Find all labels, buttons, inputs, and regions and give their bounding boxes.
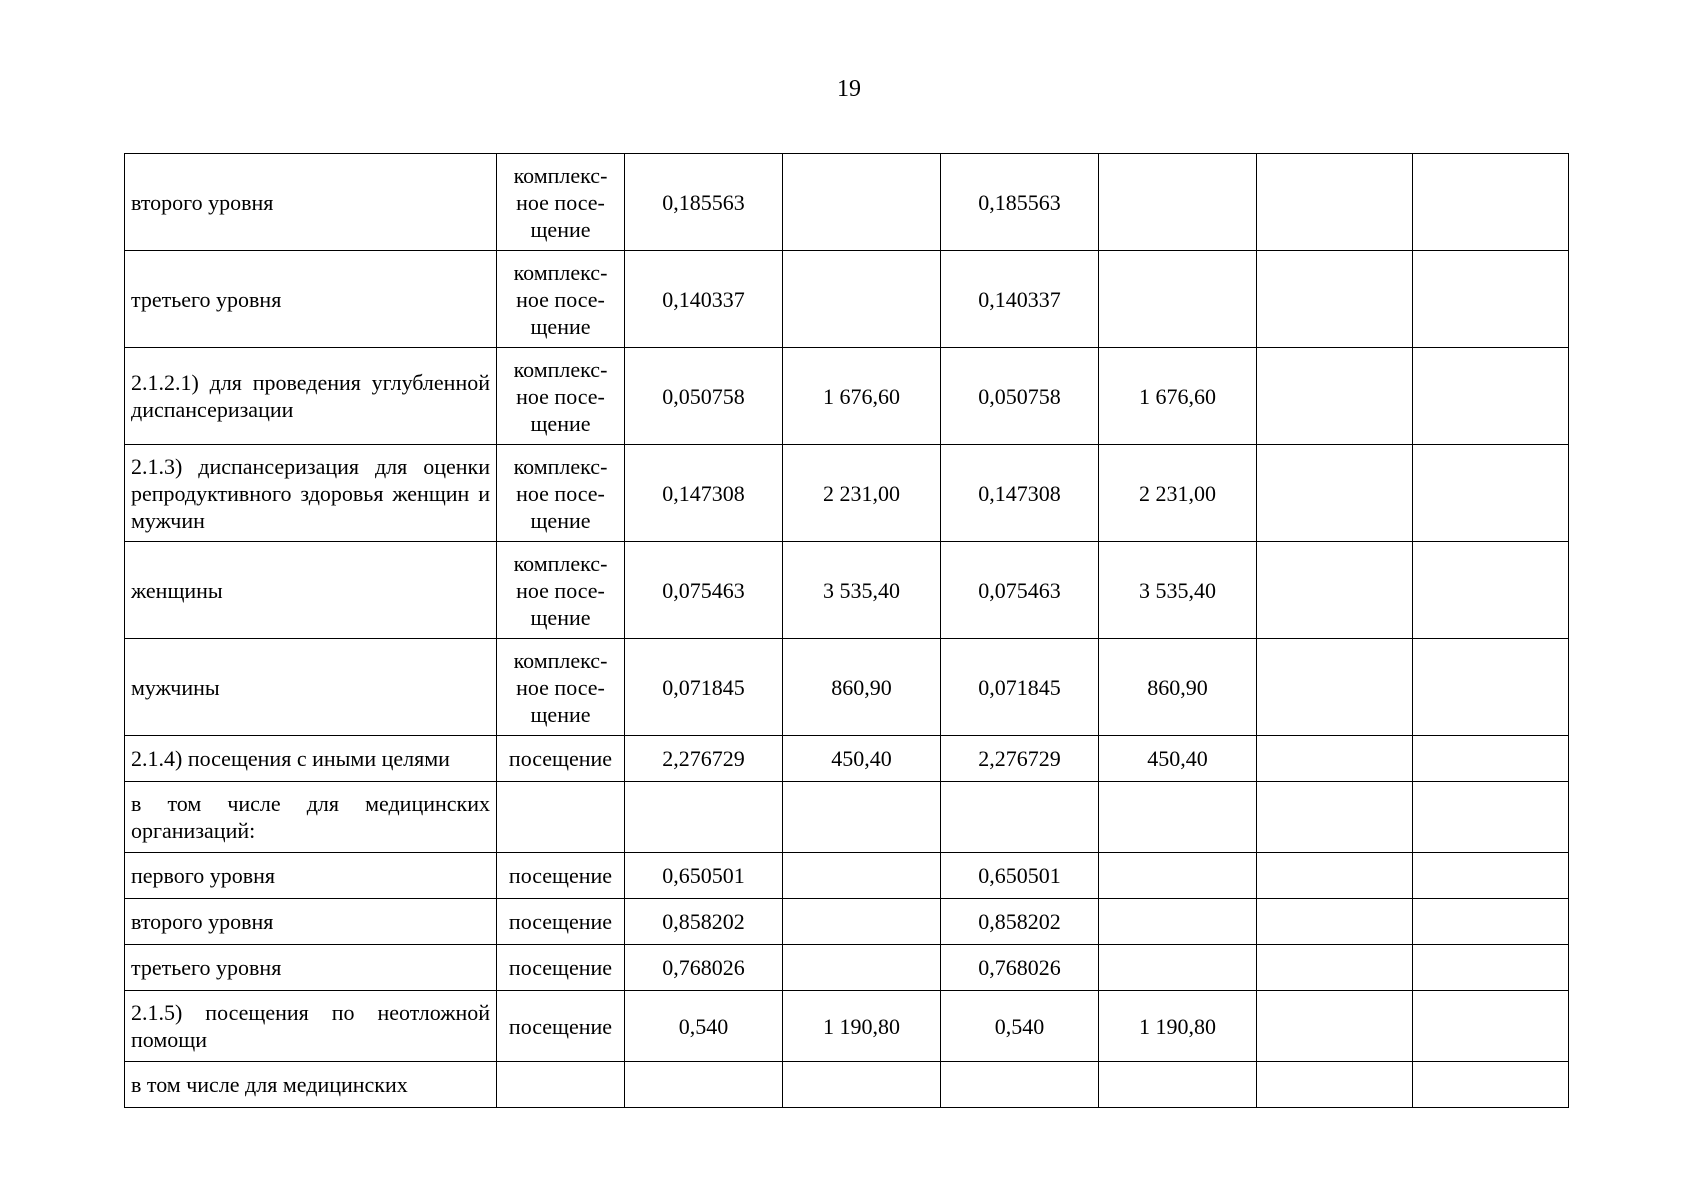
value-cell-v4: 1 676,60 xyxy=(1099,348,1257,445)
value-cell-v1: 0,185563 xyxy=(625,154,783,251)
value-cell-v2: 450,40 xyxy=(783,736,941,782)
value-cell-v2: 1 676,60 xyxy=(783,348,941,445)
value-cell-v2 xyxy=(783,945,941,991)
row-name-cell: женщины xyxy=(125,542,497,639)
value-cell-v2 xyxy=(783,853,941,899)
row-name-cell: третьего уровня xyxy=(125,945,497,991)
value-cell-v3: 0,185563 xyxy=(941,154,1099,251)
value-cell-v6 xyxy=(1413,348,1569,445)
value-cell-v4: 3 535,40 xyxy=(1099,542,1257,639)
value-cell-v1: 0,075463 xyxy=(625,542,783,639)
value-cell-v5 xyxy=(1257,899,1413,945)
unit-cell: комплекс- ное посе- щение xyxy=(497,251,625,348)
value-cell-v1: 0,540 xyxy=(625,991,783,1062)
value-cell-v3 xyxy=(941,1062,1099,1108)
value-cell-v5 xyxy=(1257,782,1413,853)
table-row xyxy=(125,853,1569,899)
value-cell-v4 xyxy=(1099,782,1257,853)
table-row xyxy=(125,445,1569,542)
value-cell-v5 xyxy=(1257,154,1413,251)
unit-cell: комплекс- ное посе- щение xyxy=(497,639,625,736)
row-name-cell: 2.1.2.1) для проведения углубленной диспансеризации xyxy=(125,348,497,445)
unit-cell: посещение xyxy=(497,853,625,899)
value-cell-v1 xyxy=(625,1062,783,1108)
value-cell-v1: 0,858202 xyxy=(625,899,783,945)
value-cell-v2 xyxy=(783,1062,941,1108)
table-row xyxy=(125,154,1569,251)
value-cell-v2 xyxy=(783,899,941,945)
row-name-cell: 2.1.4) посещения с иными целями xyxy=(125,736,497,782)
value-cell-v6 xyxy=(1413,1062,1569,1108)
value-cell-v3: 0,050758 xyxy=(941,348,1099,445)
value-cell-v4 xyxy=(1099,251,1257,348)
value-cell-v5 xyxy=(1257,639,1413,736)
value-cell-v1: 0,768026 xyxy=(625,945,783,991)
value-cell-v6 xyxy=(1413,782,1569,853)
value-cell-v3: 0,075463 xyxy=(941,542,1099,639)
value-cell-v2 xyxy=(783,154,941,251)
value-cell-v4: 2 231,00 xyxy=(1099,445,1257,542)
value-cell-v6 xyxy=(1413,542,1569,639)
value-cell-v4 xyxy=(1099,154,1257,251)
value-cell-v1: 0,140337 xyxy=(625,251,783,348)
table-row xyxy=(125,945,1569,991)
unit-cell xyxy=(497,1062,625,1108)
value-cell-v4: 450,40 xyxy=(1099,736,1257,782)
unit-cell: комплекс- ное посе- щение xyxy=(497,445,625,542)
value-cell-v4: 860,90 xyxy=(1099,639,1257,736)
value-cell-v4 xyxy=(1099,853,1257,899)
value-cell-v1: 0,071845 xyxy=(625,639,783,736)
unit-cell: посещение xyxy=(497,899,625,945)
page-number: 19 xyxy=(837,76,861,102)
value-cell-v1: 0,650501 xyxy=(625,853,783,899)
value-cell-v3: 0,540 xyxy=(941,991,1099,1062)
unit-cell: посещение xyxy=(497,736,625,782)
row-name-cell: третьего уровня xyxy=(125,251,497,348)
table-body xyxy=(125,154,1569,1108)
value-cell-v1: 2,276729 xyxy=(625,736,783,782)
value-cell-v3: 0,147308 xyxy=(941,445,1099,542)
unit-cell xyxy=(497,782,625,853)
norms-table xyxy=(124,153,1569,1108)
unit-cell: комплекс- ное посе- щение xyxy=(497,348,625,445)
value-cell-v6 xyxy=(1413,991,1569,1062)
value-cell-v2 xyxy=(783,782,941,853)
value-cell-v4 xyxy=(1099,899,1257,945)
value-cell-v6 xyxy=(1413,736,1569,782)
value-cell-v3: 0,650501 xyxy=(941,853,1099,899)
table-row xyxy=(125,899,1569,945)
table-row xyxy=(125,736,1569,782)
value-cell-v6 xyxy=(1413,445,1569,542)
value-cell-v5 xyxy=(1257,853,1413,899)
value-cell-v2: 860,90 xyxy=(783,639,941,736)
table-row xyxy=(125,251,1569,348)
value-cell-v1: 0,050758 xyxy=(625,348,783,445)
value-cell-v4 xyxy=(1099,945,1257,991)
value-cell-v5 xyxy=(1257,736,1413,782)
row-name-cell: в том числе для медицинских организаций: xyxy=(125,782,497,853)
value-cell-v2: 1 190,80 xyxy=(783,991,941,1062)
value-cell-v3: 0,071845 xyxy=(941,639,1099,736)
table-row xyxy=(125,542,1569,639)
table-row xyxy=(125,782,1569,853)
row-name-cell: второго уровня xyxy=(125,154,497,251)
value-cell-v1 xyxy=(625,782,783,853)
value-cell-v6 xyxy=(1413,639,1569,736)
value-cell-v3 xyxy=(941,782,1099,853)
value-cell-v5 xyxy=(1257,945,1413,991)
unit-cell: посещение xyxy=(497,945,625,991)
value-cell-v3: 2,276729 xyxy=(941,736,1099,782)
value-cell-v4: 1 190,80 xyxy=(1099,991,1257,1062)
unit-cell: посещение xyxy=(497,991,625,1062)
table-row xyxy=(125,639,1569,736)
value-cell-v5 xyxy=(1257,1062,1413,1108)
value-cell-v5 xyxy=(1257,251,1413,348)
value-cell-v5 xyxy=(1257,542,1413,639)
value-cell-v2 xyxy=(783,251,941,348)
value-cell-v6 xyxy=(1413,853,1569,899)
value-cell-v3: 0,768026 xyxy=(941,945,1099,991)
unit-cell: комплекс- ное посе- щение xyxy=(497,154,625,251)
unit-cell: комплекс- ное посе- щение xyxy=(497,542,625,639)
value-cell-v2: 3 535,40 xyxy=(783,542,941,639)
table-row xyxy=(125,991,1569,1062)
value-cell-v1: 0,147308 xyxy=(625,445,783,542)
row-name-cell: 2.1.5) посещения по неотложной помощи xyxy=(125,991,497,1062)
row-name-cell: второго уровня xyxy=(125,899,497,945)
value-cell-v4 xyxy=(1099,1062,1257,1108)
row-name-cell: в том числе для медицинских xyxy=(125,1062,497,1108)
value-cell-v6 xyxy=(1413,251,1569,348)
row-name-cell: первого уровня xyxy=(125,853,497,899)
table-row xyxy=(125,348,1569,445)
table-row xyxy=(125,1062,1569,1108)
value-cell-v5 xyxy=(1257,348,1413,445)
value-cell-v5 xyxy=(1257,991,1413,1062)
row-name-cell: мужчины xyxy=(125,639,497,736)
value-cell-v3: 0,858202 xyxy=(941,899,1099,945)
row-name-cell: 2.1.3) диспансеризация для оценки репродуктивного здоровья женщин и мужчин xyxy=(125,445,497,542)
value-cell-v2: 2 231,00 xyxy=(783,445,941,542)
value-cell-v6 xyxy=(1413,899,1569,945)
value-cell-v6 xyxy=(1413,154,1569,251)
value-cell-v5 xyxy=(1257,445,1413,542)
value-cell-v3: 0,140337 xyxy=(941,251,1099,348)
value-cell-v6 xyxy=(1413,945,1569,991)
